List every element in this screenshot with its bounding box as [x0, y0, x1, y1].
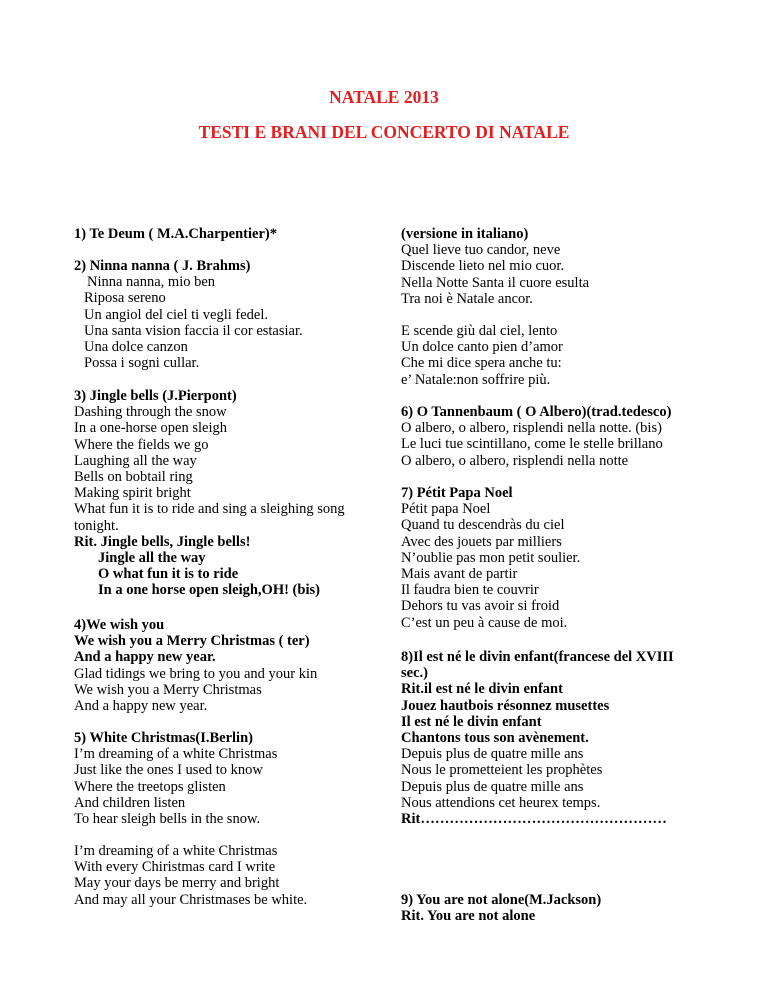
song-heading: 8)Il est né le divin enfant(francese del XVIII sec.) — [401, 649, 674, 682]
lyric-line: May your days be merry and bright — [74, 875, 280, 892]
lyric-line: Ninna nanna, mio ben — [87, 274, 216, 291]
song-heading: 6) O Tannenbaum ( O Albero)(trad.tedesco) — [401, 404, 672, 420]
song-we-wish-you — [74, 617, 374, 714]
chorus-line: Chantons tous son avènement. — [401, 730, 589, 747]
song-te-deum — [74, 226, 374, 242]
lyric-line: What fun it is to ride and sing a sleighing song tonight. — [74, 501, 345, 534]
lyric-line: Bells on bobtail ring — [74, 469, 193, 486]
song-heading: 4)We wish you — [74, 617, 165, 633]
lyric-line: Una santa vision faccia il cor estasiar. — [84, 322, 303, 339]
lyric-line: Che mi dice spera anche tu: — [401, 355, 562, 372]
song-white-christmas-verse2 — [74, 843, 374, 908]
lyric-line: Nous attendions cet heurex temps. — [401, 794, 601, 811]
lyric-line: And may all your Christmases be white. — [74, 891, 308, 908]
chorus-line: In a one horse open sleigh,OH! (bis) — [98, 582, 320, 599]
chorus-line: Jouez hautbois résonnez musettes — [401, 697, 610, 714]
song-ninna-nanna — [74, 258, 374, 371]
song-heading: 3) Jingle bells (J.Pierpont) — [74, 388, 237, 404]
lyric-line: And a happy new year. — [74, 649, 216, 666]
lyric-line: C’est un peu à cause de moi. — [401, 614, 568, 631]
lyric-line: Una dolce canzon — [84, 339, 188, 356]
song-jingle-bells — [74, 388, 374, 599]
lyric-line: Nella Notte Santa il cuore esulta — [401, 274, 590, 291]
chorus-line: Jingle all the way — [98, 550, 206, 567]
lyric-line: Nous le prometteient les prophètes — [401, 762, 603, 779]
lyric-line: We wish you a Merry Christmas — [74, 681, 262, 698]
song-italian-version — [401, 226, 721, 307]
song-divin-enfant — [401, 649, 701, 827]
song-petit-papa-noel — [401, 485, 721, 631]
song-heading: 9) You are not alone(M.Jackson) — [401, 892, 602, 908]
lyric-line: Just like the ones I used to know — [74, 762, 263, 779]
lyric-line: I’m dreaming of a white Christmas — [74, 746, 278, 763]
lyric-line: N’oublie pas mon petit soulier. — [401, 549, 581, 566]
page-title: NATALE 2013 — [329, 87, 439, 107]
song-heading: (versione in italiano) — [401, 226, 529, 242]
lyric-line: Depuis plus de quatre mille ans — [401, 778, 584, 795]
lyric-line: Un angiol del ciel ti vegli fedel. — [84, 306, 269, 323]
lyric-line: Avec des jouets par milliers — [401, 533, 562, 550]
lyric-line: Making spirit bright — [74, 485, 191, 502]
lyric-line: And a happy new year. — [74, 698, 208, 715]
lyric-line: O albero, o albero, risplendi nella notte — [401, 452, 629, 469]
lyric-line: Mais avant de partir — [401, 566, 518, 583]
lyric-line: Tra noi è Natale ancor. — [401, 290, 533, 307]
lyric-line: I’m dreaming of a white Christmas — [74, 843, 278, 859]
lyric-line: Quel lieve tuo candor, neve — [401, 242, 561, 259]
lyric-line: E scende giù dal ciel, lento — [401, 323, 558, 339]
song-heading: 5) White Christmas(I.Berlin) — [74, 730, 253, 746]
lyric-line: And children listen — [74, 794, 186, 811]
lyric-line: Riposa sereno — [84, 290, 166, 307]
lyric-line: Where the treetops glisten — [74, 778, 226, 795]
chorus-line: O what fun it is to ride — [98, 566, 239, 583]
lyric-line: Discende lieto nel mio cuor. — [401, 258, 565, 275]
chorus-line: Rit.il est né le divin enfant — [401, 681, 563, 698]
lyric-line: To hear sleigh bells in the snow. — [74, 811, 261, 828]
lyric-line: Quand tu descendràs du ciel — [401, 517, 565, 534]
chorus-repeat: Rit…………………………………………… — [401, 811, 667, 828]
page-subtitle: TESTI E BRANI DEL CONCERTO DI NATALE — [198, 122, 570, 142]
song-heading: 7) Pétit Papa Noel — [401, 485, 513, 501]
song-tannenbaum — [401, 404, 721, 469]
lyric-line: With every Chiristmas card I write — [74, 859, 276, 876]
lyric-line: e’ Natale:non soffrire più. — [401, 371, 551, 388]
lyric-line: Dashing through the snow — [74, 404, 227, 421]
lyric-line: Le luci tue scintillano, come le stelle brillano — [401, 436, 663, 453]
chorus-line: Rit. Jingle bells, Jingle bells! — [74, 533, 251, 550]
lyric-line: In a one-horse open sleigh — [74, 420, 228, 437]
song-heading: 2) Ninna nanna ( J. Brahms) — [74, 258, 251, 274]
lyric-line: Depuis plus de quatre mille ans — [401, 746, 584, 763]
lyric-line: Where the fields we go — [74, 436, 209, 453]
song-white-christmas — [74, 730, 374, 827]
lyric-line: Il faudra bien te couvrir — [401, 582, 539, 599]
lyric-line: Laughing all the way — [74, 452, 197, 469]
chorus-line: Il est né le divin enfant — [401, 713, 542, 730]
lyric-line: Pétit papa Noel — [401, 501, 491, 518]
lyric-line: Glad tidings we bring to you and your kin — [74, 665, 318, 682]
lyric-line: We wish you a Merry Christmas ( ter) — [74, 633, 310, 650]
lyric-line: O albero, o albero, risplendi nella notte. (bis) — [401, 420, 662, 437]
chorus-line: Rit. You are not alone — [401, 908, 536, 925]
song-italian-verse2 — [401, 323, 721, 388]
lyric-line: Un dolce canto pien d’amor — [401, 339, 563, 356]
lyric-line: Dehors tu vas avoir si froid — [401, 598, 560, 615]
lyric-line: Possa i sogni cullar. — [84, 355, 200, 372]
song-heading: 1) Te Deum ( M.A.Charpentier)* — [74, 226, 277, 242]
song-not-alone — [401, 892, 721, 924]
